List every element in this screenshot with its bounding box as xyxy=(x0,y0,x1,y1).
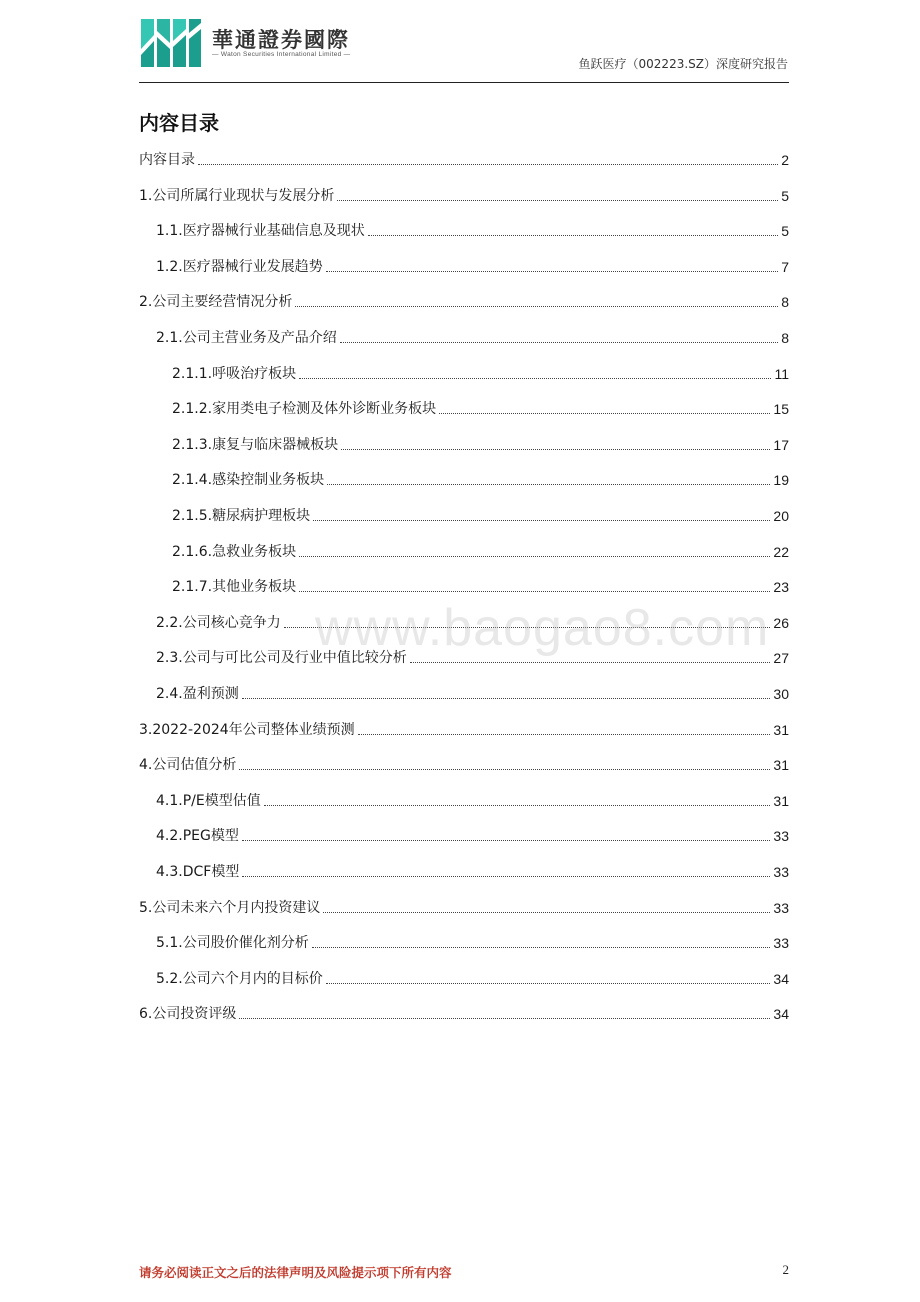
toc-entry[interactable] xyxy=(156,860,789,882)
brand-name-cn: 華通證券國際 xyxy=(212,27,350,52)
toc-entry-page: 19 xyxy=(773,472,789,489)
toc-entry-label: 1.公司所属行业现状与发展分析 xyxy=(139,187,335,204)
toc-entry[interactable] xyxy=(156,682,789,704)
toc-entry-label: 5.公司未来六个月内投资建议 xyxy=(139,899,321,916)
toc-entry-page: 33 xyxy=(773,828,789,845)
toc-entry-page: 31 xyxy=(773,721,789,738)
toc-dot-leader xyxy=(358,734,771,735)
toc-dot-leader xyxy=(239,1018,770,1019)
toc-dot-leader xyxy=(198,164,778,165)
toc-entry-page: 15 xyxy=(773,401,789,418)
toc-entry[interactable] xyxy=(139,1002,789,1024)
toc-dot-leader xyxy=(410,662,771,663)
toc-entry-label: 2.3.公司与可比公司及行业中值比较分析 xyxy=(156,650,407,667)
brand-name-en: — Waton Securities International Limited — xyxy=(212,51,351,58)
toc-entry-label: 2.1.5.糖尿病护理板块 xyxy=(172,508,311,524)
toc-entry-label: 4.2.PEG模型 xyxy=(156,828,239,845)
toc-entry-label: 2.1.6.急救业务板块 xyxy=(172,543,297,560)
toc-entry[interactable] xyxy=(172,468,789,490)
toc-entry-page: 34 xyxy=(773,1006,789,1023)
toc-entry[interactable] xyxy=(156,931,789,953)
toc-entry[interactable] xyxy=(172,540,789,562)
toc-entry-label: 6.公司投资评级 xyxy=(139,1006,237,1023)
toc-dot-leader xyxy=(242,876,770,877)
toc-entry-label: 3.2022-2024年公司整体业绩预测 xyxy=(139,721,355,738)
toc-entry[interactable] xyxy=(172,575,789,597)
toc-entry-label: 2.1.1.呼吸治疗板块 xyxy=(172,365,297,382)
toc-dot-leader xyxy=(340,342,778,343)
toc-entry-label: 1.1.医疗器械行业基础信息及现状 xyxy=(156,223,365,240)
toc-entry[interactable] xyxy=(139,290,789,312)
toc-entry-page: 34 xyxy=(773,970,789,987)
toc-entry-label: 4.1.P/E模型估值 xyxy=(156,792,261,809)
toc-entry[interactable] xyxy=(139,896,789,918)
toc-entry[interactable] xyxy=(139,184,789,206)
toc-entry-label: 内容目录 xyxy=(139,152,195,168)
toc-entry-page: 5 xyxy=(781,187,789,204)
toc-dot-leader xyxy=(312,947,771,948)
toc-entry[interactable] xyxy=(139,718,789,740)
toc-entry-page: 31 xyxy=(773,757,789,774)
toc-entry-label: 5.1.公司股价催化剂分析 xyxy=(156,935,309,952)
toc-entry[interactable] xyxy=(139,148,789,170)
toc-entry-label: 2.1.公司主营业务及产品介绍 xyxy=(156,330,337,346)
toc-dot-leader xyxy=(326,983,771,984)
toc-entry[interactable] xyxy=(156,255,789,277)
toc-dot-leader xyxy=(242,840,771,841)
report-title: 鱼跃医疗（002223.SZ）深度研究报告 xyxy=(578,57,788,71)
toc-dot-leader xyxy=(439,413,770,414)
toc-dot-leader xyxy=(368,235,778,236)
toc-entry-page: 7 xyxy=(781,258,789,275)
legal-notice: 请务必阅读正文之后的法律声明及风险提示项下所有内容 xyxy=(139,1265,452,1280)
toc-dot-leader xyxy=(299,556,770,557)
toc-entry-label: 2.4.盈利预测 xyxy=(156,686,239,702)
toc-entry-page: 8 xyxy=(781,294,789,311)
toc-dot-leader xyxy=(323,912,770,913)
toc-dot-leader xyxy=(337,200,778,201)
toc-entry-page: 5 xyxy=(781,223,789,240)
toc-entry[interactable] xyxy=(139,753,789,775)
toc-dot-leader xyxy=(313,520,770,521)
toc-entry-page: 31 xyxy=(773,792,789,809)
toc-entry[interactable] xyxy=(156,824,789,846)
toc-entry[interactable] xyxy=(156,326,789,348)
toc-entry-label: 4.公司估值分析 xyxy=(139,757,237,774)
toc-entry[interactable] xyxy=(156,219,789,241)
toc-entry-label: 2.公司主要经营情况分析 xyxy=(139,294,293,311)
toc-dot-leader xyxy=(264,805,771,806)
toc-entry-label: 2.1.7.其他业务板块 xyxy=(172,579,297,596)
toc-dot-leader xyxy=(341,449,770,450)
toc-entry-page: 26 xyxy=(773,614,789,631)
toc-entry-page: 11 xyxy=(774,365,789,382)
toc-dot-leader xyxy=(327,484,770,485)
toc-dot-leader xyxy=(239,769,770,770)
toc-entry-label: 2.1.3.康复与临床器械板块 xyxy=(172,436,339,453)
toc-entry[interactable] xyxy=(172,397,789,419)
toc-entry-page: 2 xyxy=(781,152,789,168)
toc-entry-page: 33 xyxy=(773,935,789,952)
toc-dot-leader xyxy=(299,591,770,592)
toc-dot-leader xyxy=(295,306,778,307)
toc-dot-leader xyxy=(326,271,778,272)
toc-entry-label: 2.1.2.家用类电子检测及体外诊断业务板块 xyxy=(172,401,437,418)
toc-entry-page: 30 xyxy=(773,686,789,702)
toc-dot-leader xyxy=(242,698,771,699)
toc-entry[interactable] xyxy=(172,504,789,526)
toc-entry[interactable] xyxy=(156,789,789,811)
toc-entry[interactable] xyxy=(172,433,789,455)
toc-entry-page: 27 xyxy=(773,650,789,667)
toc-entry-label: 5.2.公司六个月内的目标价 xyxy=(156,970,323,987)
toc-entry-label: 1.2.医疗器械行业发展趋势 xyxy=(156,258,323,275)
page-number: 2 xyxy=(782,1262,789,1277)
toc-entry[interactable] xyxy=(156,967,789,989)
toc-entry[interactable] xyxy=(172,362,789,384)
toc-heading: 内容目录 xyxy=(139,111,219,135)
toc-entry-label: 2.1.4.感染控制业务板块 xyxy=(172,472,325,489)
toc-entry-label: 2.2.公司核心竞争力 xyxy=(156,614,281,631)
toc-entry-label: 4.3.DCF模型 xyxy=(156,864,240,880)
watermark: www.baogao8.com xyxy=(315,599,770,657)
toc-entry-page: 8 xyxy=(781,330,789,346)
toc-entry-page: 33 xyxy=(773,899,789,916)
toc-entry-page: 33 xyxy=(773,864,789,880)
toc-entry-page: 22 xyxy=(773,543,789,560)
toc-entry-page: 20 xyxy=(773,508,789,524)
toc-entry-page: 17 xyxy=(773,436,789,453)
toc-entry-page: 23 xyxy=(773,579,789,596)
toc-dot-leader xyxy=(299,378,771,379)
